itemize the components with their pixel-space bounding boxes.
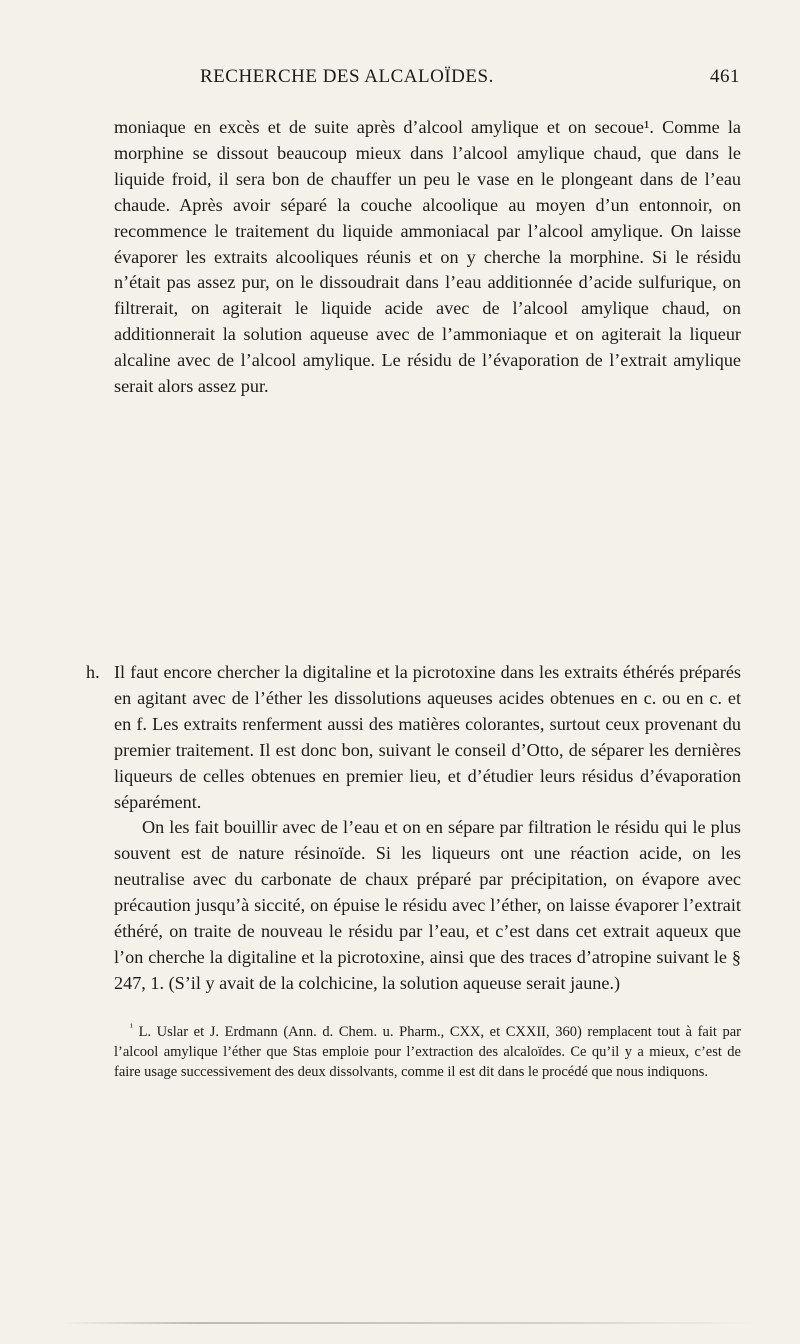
section-h-paragraph-2: On les fait bouillir avec de l’eau et on en sépare par filtration le résidu qui le plus souvent est de nature résinoïde. Si les liqueurs ont une réaction acide, on les neutralise avec du carbonate de chaux préparé par précipitation, on évapore avec précaution jusqu’à siccité, on épuise le résidu avec l’éther, on laisse évaporer l’extrait éthéré, on traite de nouveau le résidu par l’eau, et c’est dans cet extrait aqueux que l’on cherche la digitaline et la picrotoxine, ainsi que des traces d’atropine suivant le § 247, 1. (S’il y avait de la colchicine, la solution aqueuse serait jaune.) bbox=[114, 817, 741, 993]
running-header bbox=[172, 66, 740, 96]
section-h-content bbox=[114, 660, 741, 997]
footnote bbox=[114, 1022, 741, 1082]
main-paragraph bbox=[114, 115, 741, 400]
paragraph-continuation: moniaque en excès et de suite après d’alcool amylique et on secoue¹. Comme la morphine se dissout beaucoup mieux dans l’alcool amylique chaud, que dans le liquide froid, il sera bon de chauffer un peu le vase en le plongeant dans de l’eau chaude. Après avoir séparé la couche alcoolique au moyen d’un entonnoir, on recommence le traitement du liquide ammoniacal par l’alcool amylique. On laisse évaporer les extraits alcooliques réunis et on y cherche la morphine. Si le résidu n’était pas assez pur, on le dissoudrait dans l’eau additionnée d’acide sulfurique, on filtrerait, on agiterait le liquide acide avec de l’alcool amylique chaud, on additionnerait la solution aqueuse avec de l’ammoniaque et on agiterait la liqueur alcaline avec de l’alcool amylique. Le résidu de l’évaporation de l’extrait amylique serait alors assez pur. bbox=[114, 117, 741, 397]
section-h bbox=[86, 660, 741, 997]
section-marker: h. bbox=[86, 662, 100, 682]
footnote-mark: ¹ bbox=[130, 1022, 133, 1034]
page-number: 461 bbox=[710, 66, 740, 87]
page-edge-divider bbox=[60, 1322, 760, 1324]
footnote-text: L. Uslar et J. Erdmann (Ann. d. Chem. u. Pharm., CXX, et CXXII, 360) remplacent tout à fait par l’alcool amylique l’éther que Stas emploie pour l’extraction des alcaloïdes. Ce qu’il y a mieux, c’est de faire usage successivement des deux dissolvants, comme il est dit dans le procédé que nous indiquons. bbox=[114, 1024, 741, 1080]
header-title: RECHERCHE DES ALCALOÏDES. bbox=[200, 66, 494, 87]
section-h-paragraph-1: Il faut encore chercher la digitaline et la picrotoxine dans les extraits éthérés préparés en agitant avec de l’éther les dissolutions aqueuses acides obtenues en c. ou en c. et en f. Les extraits renferment aussi des matières colorantes, surtout ceux provenant du premier traitement. Il est donc bon, suivant le conseil d’Otto, de séparer les dernières liqueurs de celles obtenues en premier lieu, et d’étudier leurs résidus d’évaporation séparément. bbox=[114, 662, 741, 812]
